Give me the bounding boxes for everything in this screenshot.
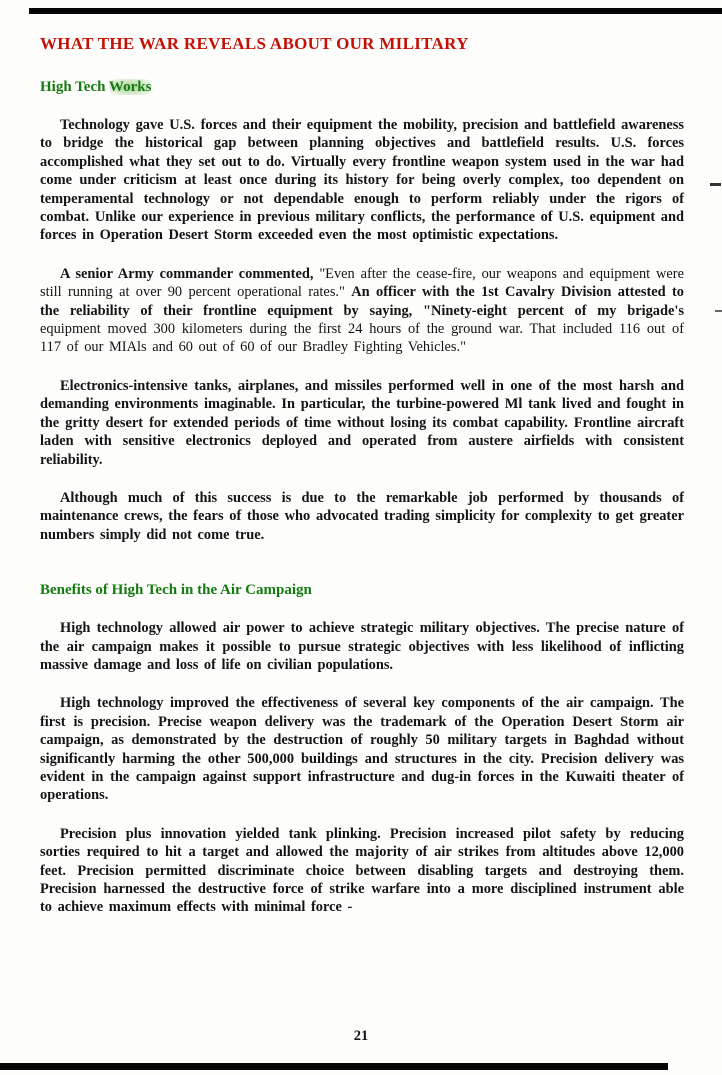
section-heading — [40, 79, 684, 96]
paragraph — [40, 825, 684, 917]
section-heading — [40, 582, 684, 599]
paragraph — [40, 265, 684, 357]
page-title: WHAT THE WAR REVEALS ABOUT OUR MILITARY — [40, 34, 469, 53]
scan-artifact-edge-mark — [710, 183, 721, 186]
section-high-tech-works — [40, 79, 684, 544]
page-content — [0, 34, 722, 917]
text-segment: Precision plus innovation yielded tank plinking. Precision increased pilot safety by reducing sorties required to hit a target and allowed the majority of air strikes from altitudes above 12,000 feet. Precision permitted discriminate choice between disabling targets and destroying them. Precision harnessed the destructive force of strike warfare into a more disciplined instrument able to achieve maximum effects with minimal force - — [40, 825, 684, 916]
text-segment: High technology improved the effectiveness of several key components of the air campaign. The first is precision. Precise weapon delivery was the trademark of the Operation Desert Storm air campaign, as demonstrated by the destruction of roughly 50 military targets in Baghdad without significantly harming the other 500,000 buildings and structures in the city. Precision delivery was evident in the campaign against support infrastructure and dug-in forces in the Kuwaiti theater of operations. — [40, 695, 684, 804]
text-segment: Technology gave U.S. forces and their equipment the mobility, precision and battlefield awareness to bridge the historical gap between planning objectives and battlefield results. U.S. forces accomplished what they set out to do. Virtually every frontline weapon system used in the war had come under criticism at least once during its history for being overly complex, too dependent on temperamental technology or not dependable enough to perform reliably under the rigors of combat. Unlike our experience in previous military conflicts, the performance of U.S. equipment and forces in Operation Desert Storm exceeded even the most optimistic expectations. — [40, 117, 684, 244]
text-segment: Electronics-intensive tanks, airplanes, and missiles performed well in one of the most harsh and demanding environments imaginable. In particular, the turbine-powered Ml tank lived and fought in the gritty desert for extended periods of time without losing its combat capability. Frontline aircraft laden with sensitive electronics deployed and operated from austere airfields with consistent reliability. — [40, 377, 684, 468]
text-segment: An officer with the 1st Cavalry Division attested to the reliability of their frontline equipment by saying, "Ninety-eight percent of my brigade's — [40, 284, 684, 319]
paragraph — [40, 694, 684, 804]
heading-text: High Tech — [40, 79, 109, 95]
text-segment: Although much of this success is due to the remarkable job performed by thousands of maintenance crews, the fears of those who advocated trading simplicity for complexity to get greater numbers simply did not come true. — [40, 489, 684, 543]
scan-artifact-bottom-bar — [0, 1063, 668, 1070]
paragraph — [40, 619, 684, 674]
text-segment: A senior Army commander commented, — [60, 265, 320, 282]
heading-text: Benefits of High Tech in the Air Campaign — [40, 582, 312, 599]
quote-segment: equipment moved 300 kilometers during the first 24 hours of the ground war. That included 116 out of 117 of our MIAls and 60 out of 60 of our Bradley Fighting Vehicles." — [40, 321, 684, 356]
paragraph — [40, 489, 684, 544]
paragraph — [40, 377, 684, 469]
section-benefits-air-campaign — [40, 582, 684, 917]
marker-highlight: Works — [108, 79, 152, 95]
quote-segment: "Even after the cease-fire, our weapons and equipment were still running at over 90 percent operational rates." — [40, 265, 684, 301]
scan-artifact-top-bar — [29, 8, 722, 14]
scan-artifact-edge-mark — [715, 310, 722, 312]
paragraph — [40, 116, 684, 245]
page-number: 21 — [353, 1028, 369, 1044]
text-segment: High technology allowed air power to achieve strategic military objectives. The precise nature of the air campaign makes it possible to pursue strategic objectives with less likelihood of inflicting massive damage and loss of life on civilian populations. — [40, 620, 684, 673]
